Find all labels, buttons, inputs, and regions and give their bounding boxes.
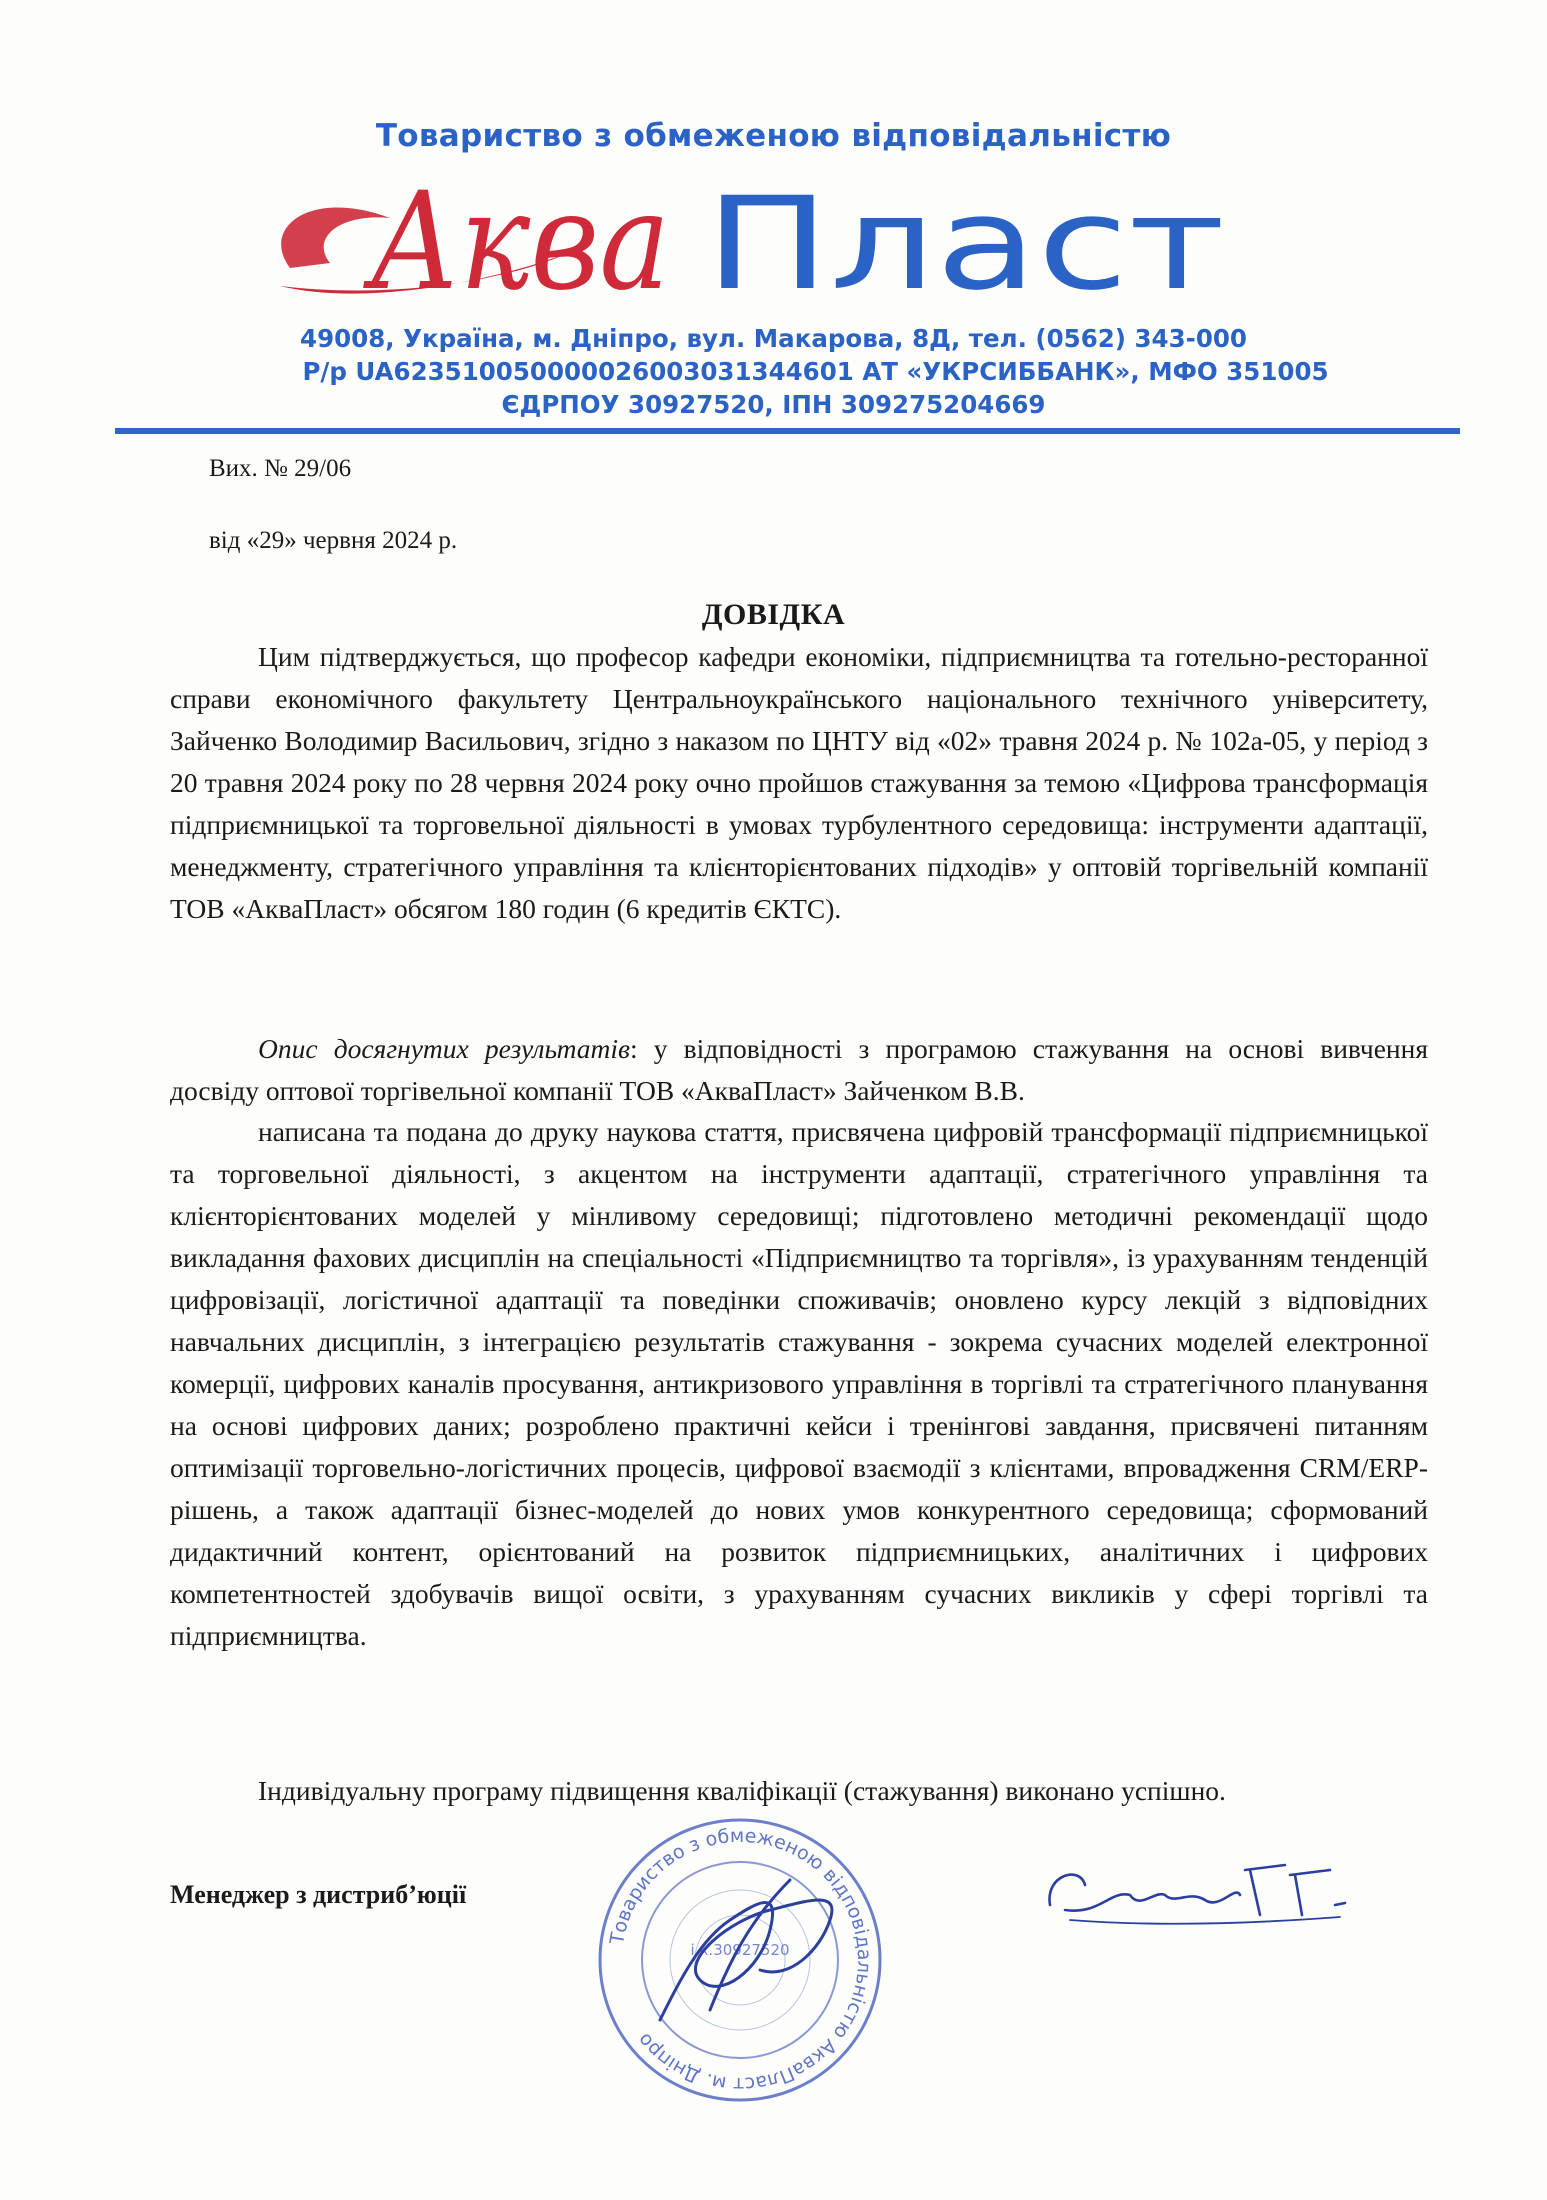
document-date: від «29» червня 2024 р.	[209, 527, 458, 554]
company-logo	[250, 158, 1300, 318]
letterhead-address: 49008, Україна, м. Дніпро, вул. Макарова, 8Д, тел. (0562) 343-000	[300, 324, 1247, 353]
svg-text:Аква: Аква	[362, 163, 670, 318]
letterhead-company-type: Товариство з обмеженою відповідальністю	[375, 118, 1172, 154]
outgoing-number: Вих. № 29/06	[209, 455, 352, 482]
handwritten-signature-name	[1040, 1835, 1360, 1935]
svg-text:Товариство з обмеженою відпові: Товариство з обмеженою відповідальністю АкваПласт м. Дніпро	[606, 1824, 876, 2096]
paragraph-conclusion	[170, 1770, 1428, 1812]
letterhead-divider	[115, 428, 1460, 434]
results-label: Опис досягнутих результатів	[258, 1033, 630, 1064]
signatory-position: Менеджер з дистриб’юції	[170, 1880, 467, 1909]
paragraph-confirmation-text: Цим підтверджується, що професор кафедри економіки, підприємництва та готельно-ресторанної справи економічного факультету Центральноукраїнського національного технічного університету, Зайченко Володимир Васильович, згідно з наказом по ЦНТУ від «02» травня 2024 р. № 102а-05, у період з 20 травня 2024 року по 28 червня 2024 року очно пройшов стажування за темою «Цифрова трансформація підприємницької та торговельної діяльності в умовах турбулентного середовища: інструменти адаптації, менеджменту, стратегічного управління та клієнторієнтованих підходів» у оптовій торгівельній компанії ТОВ «АкваПласт» обсягом 180 годин (6 кредитів ЄКТС).	[170, 641, 1428, 924]
results-intro-text: : у відповідності з програмою стажування на основі вивчення досвіду оптової торгівельної компанії ТОВ «АкваПласт» Зайченком В.В.	[170, 1033, 1428, 1106]
paragraph-results-details	[170, 1111, 1428, 1657]
paragraph-results-intro	[170, 1028, 1428, 1112]
paragraph-confirmation	[170, 636, 1428, 930]
conclusion-text: Індивідуальну програму підвищення кваліфікації (стажування) виконано успішно.	[258, 1775, 1226, 1806]
svg-text:Пласт: Пласт	[705, 170, 1225, 318]
letterhead-bank: Р/р UA623510050000026003031344601 АТ «УКРСИББАНК», МФО 351005	[302, 357, 1329, 386]
handwritten-signature-scribble	[640, 1860, 860, 2040]
letterhead-codes: ЄДРПОУ 30927520, ІПН 309275204669	[501, 390, 1046, 419]
results-details-text: написана та подана до друку наукова стаття, присвячена цифровій трансформації підприємницької та торговельної діяльності, з акцентом на інструменти адаптації, стратегічного управління та клієнторієнтованих моделей у мінливому середовищі; підготовлено методичні рекомендації щодо викладання фахових дисциплін на спеціальності «Підприємництво та торгівля», із урахуванням тенденцій цифровізації, логістичної адаптації та поведінки споживачів; оновлено курсу лекцій з відповідних навчальних дисциплін, з інтеграцією результатів стажування - зокрема сучасних моделей електронної комерції, цифрових каналів просування, антикризового управління в торгівлі та стратегічного планування на основі цифрових даних; розроблено практичні кейси і тренінгові завдання, присвячені питанням оптимізації торговельно-логістичних процесів, цифрової взаємодії з клієнтами, впровадження CRM/ERP-рішень, а також адаптації бізнес-моделей до нових умов конкурентного середовища; сформований дидактичний контент, орієнтований на розвиток підприємницьких, аналітичних і цифрових компетентностей здобувачів вищої освіти, з урахуванням сучасних викликів у сфері торгівлі та підприємництва.	[170, 1116, 1428, 1651]
document-title: ДОВІДКА	[701, 598, 846, 631]
svg-text:і.к.30927520: і.к.30927520	[690, 1941, 790, 1959]
